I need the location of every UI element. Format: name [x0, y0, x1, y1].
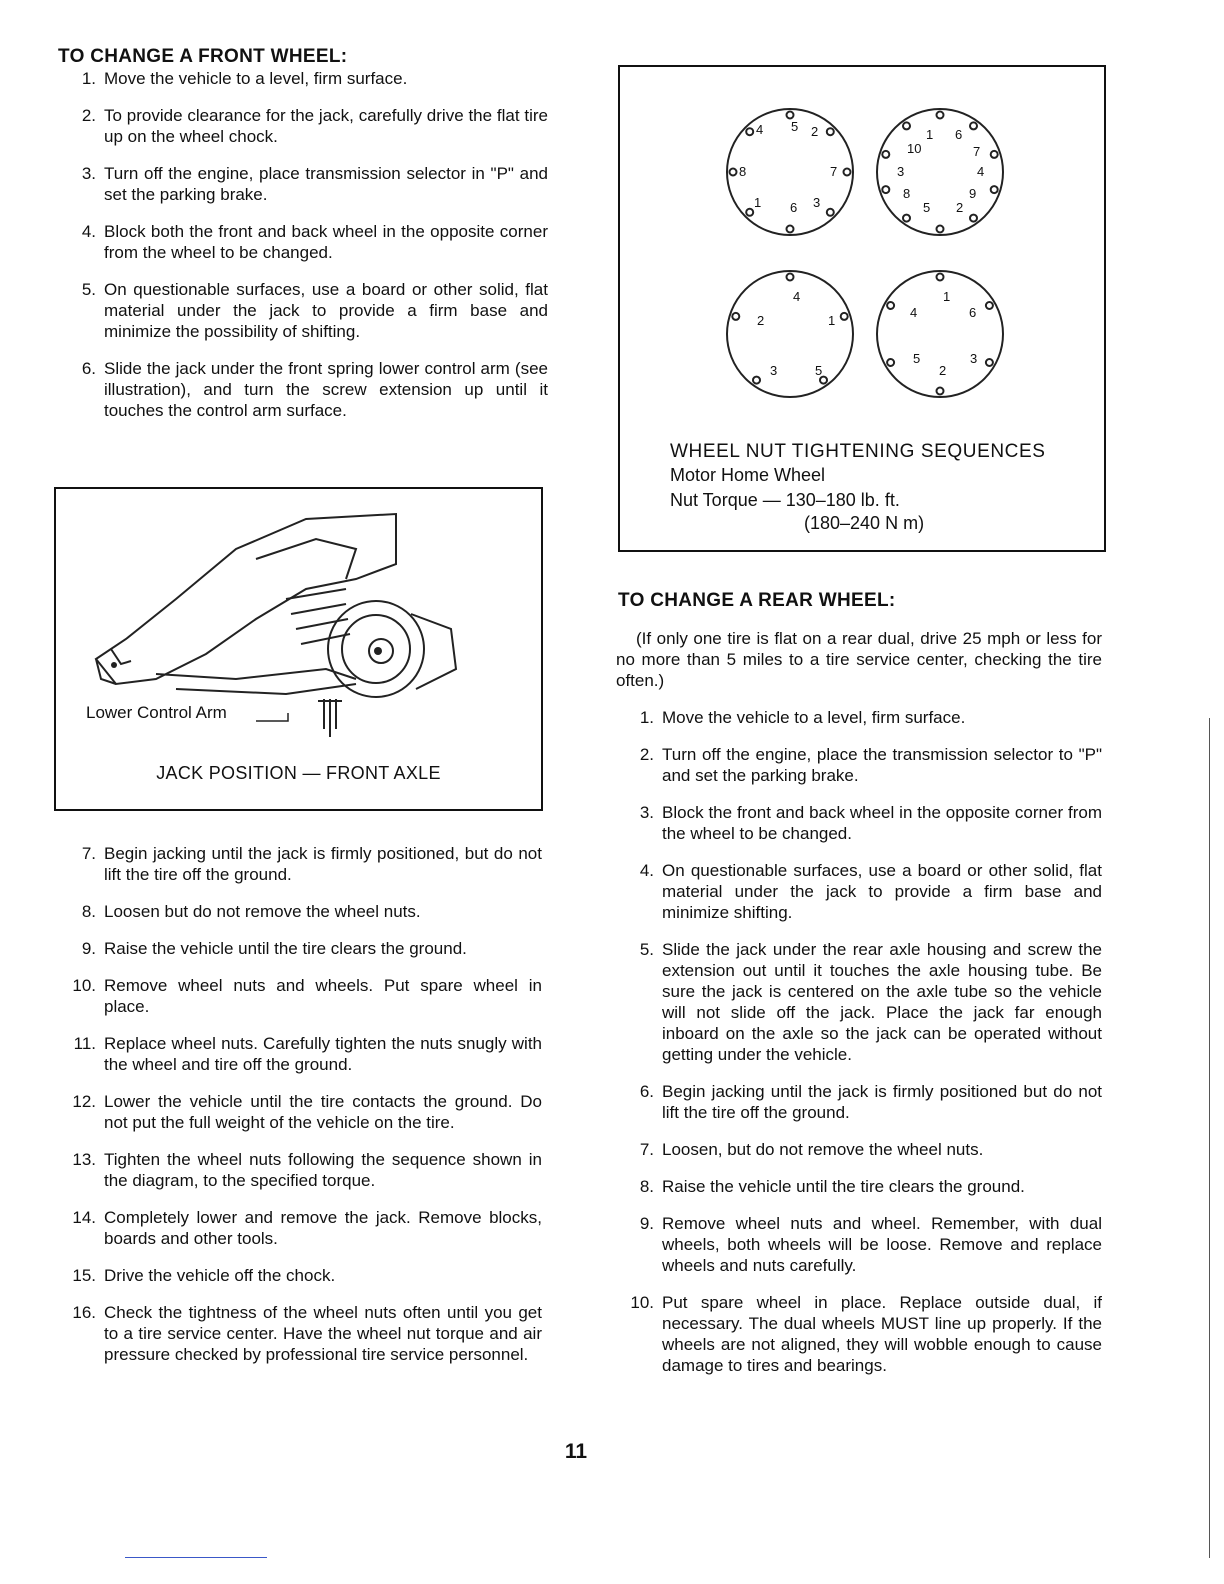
nut-number: 7 — [973, 144, 981, 159]
front-steps-section-b — [58, 843, 542, 1381]
list-item: 16. Check the tightness of the wheel nuts often until you get to a tire service center. Have the wheel nut torque and air pressure checked by professional tire service personnel. — [72, 1303, 542, 1364]
lug-nut-icon — [882, 186, 889, 193]
nut-number: 8 — [739, 164, 747, 179]
lug-nut-icon — [970, 215, 977, 222]
lug-nut-icon — [787, 226, 794, 233]
page-number: 11 — [564, 1440, 588, 1463]
jack-position-figure — [54, 487, 543, 811]
list-item: 11. Replace wheel nuts. Carefully tighten the nuts snugly with the wheel and tire off the ground. — [73, 1034, 542, 1074]
list-item: 10. Put spare wheel in place. Replace outside dual, if necessary. The dual wheels MUST line up properly. If the wheels are not aligned, they will wobble enough to cause damage to tires and bearings. — [630, 1293, 1102, 1375]
nut-number: 6 — [790, 200, 798, 215]
front-wheel-section — [58, 46, 548, 437]
nut-number: 4 — [977, 164, 985, 179]
lug-nut-icon — [787, 274, 794, 281]
rear-steps-list — [616, 707, 1102, 1376]
nut-number: 4 — [910, 305, 918, 320]
list-item: 3. Turn off the engine, place transmission selector in "P" and set the parking brake. — [81, 164, 548, 204]
tightening-sequence-diagrams — [620, 67, 1104, 427]
list-item: 3. Block the front and back wheel in the opposite corner from the wheel to be changed. — [639, 803, 1102, 843]
list-item: 2. To provide clearance for the jack, carefully drive the flat tire up on the wheel chock. — [81, 106, 548, 146]
list-item: 13. Tighten the wheel nuts following the sequence shown in the diagram, to the specified torque. — [72, 1150, 542, 1190]
list-item: 7. Begin jacking until the jack is firmly positioned, but do not lift the tire off the ground. — [81, 844, 542, 884]
lug-nut-icon — [937, 226, 944, 233]
lug-nut-icon — [730, 169, 737, 176]
nut-number: 2 — [956, 200, 964, 215]
lug-nut-icon — [746, 209, 753, 216]
list-item: 5. Slide the jack under the rear axle housing and screw the extension out until it touches the axle housing tube. Be sure the jack is centered on the axle tube so the vehicle will not slide off the jack. Place the jack far enough inboard on the axle so the jack can be operated without getting under the vehicle. — [639, 940, 1102, 1064]
nut-number: 8 — [903, 186, 911, 201]
rear-steps-section — [616, 707, 1102, 1392]
lug-nut-icon — [903, 215, 910, 222]
nut-number: 5 — [815, 363, 823, 378]
nut-number: 5 — [791, 119, 799, 134]
sequence-title: WHEEL NUT TIGHTENING SEQUENCES — [670, 441, 1046, 462]
scan-rule — [125, 1557, 267, 1558]
lug-nut-icon — [746, 128, 753, 135]
nut-number: 1 — [926, 127, 934, 142]
lug-nut-icon — [937, 112, 944, 119]
front-wheel-heading: TO CHANGE A FRONT WHEEL: — [58, 46, 348, 67]
scan-edge — [1209, 718, 1210, 1558]
list-item: 1. Move the vehicle to a level, firm surface. — [81, 69, 408, 88]
lug-nut-icon — [844, 169, 851, 176]
nut-number: 3 — [970, 351, 978, 366]
lower-control-arm-label: Lower Control Arm — [86, 703, 227, 722]
list-item: 9. Remove wheel nuts and wheel. Remember, with dual wheels, both wheels will be loose. Remove and replace wheels and nuts carefully. — [639, 1214, 1102, 1275]
nut-number: 2 — [811, 124, 819, 139]
nut-number: 3 — [770, 363, 778, 378]
nut-number: 1 — [943, 289, 951, 304]
list-item: 6. Slide the jack under the front spring lower control arm (see illustration), and turn the screw extension up until it touches the control arm surface. — [81, 359, 548, 420]
motor-home-wheel-text: Motor Home Wheel — [670, 465, 826, 485]
list-item: 1. Move the vehicle to a level, firm surface. — [639, 708, 966, 727]
lug-nut-icon — [986, 302, 993, 309]
nut-number: 6 — [955, 127, 963, 142]
lug-nut-icon — [882, 151, 889, 158]
nut-number: 4 — [793, 289, 801, 304]
nut-number: 5 — [913, 351, 921, 366]
list-item: 4. On questionable surfaces, use a board or other solid, flat material under the jack to provide a firm base and minimize shifting. — [639, 861, 1102, 922]
list-item: 12. Lower the vehicle until the tire contacts the ground. Do not put the full weight of the vehicle on the tire. — [72, 1092, 542, 1132]
lug-nut-icon — [937, 274, 944, 281]
nut-number: 3 — [897, 164, 905, 179]
rear-wheel-heading: TO CHANGE A REAR WHEEL: — [618, 590, 896, 611]
front-steps-list-a — [58, 68, 548, 421]
rear-wheel-intro: (If only one tire is flat on a rear dual, drive 25 mph or less for no more than 5 miles to a tire service center, checking the tire often.) — [616, 629, 1102, 690]
list-item: 6. Begin jacking until the jack is firmly positioned but do not lift the tire off the ground. — [639, 1082, 1102, 1122]
list-item: 15. Drive the vehicle off the chock. — [72, 1266, 336, 1285]
nut-number: 4 — [756, 122, 764, 137]
list-item: 7. Loosen, but do not remove the wheel nuts. — [639, 1140, 984, 1159]
lug-nut-icon — [827, 209, 834, 216]
list-item: 8. Loosen but do not remove the wheel nuts. — [81, 902, 421, 921]
list-item: 2. Turn off the engine, place the transmission selector to "P" and set the parking brake. — [639, 745, 1102, 785]
lug-nut-icon — [787, 112, 794, 119]
wheel-nut-sequence-figure — [618, 65, 1106, 552]
nut-number: 9 — [969, 186, 977, 201]
lug-nut-icon — [732, 313, 739, 320]
lug-nut-icon — [903, 122, 910, 129]
nut-number: 10 — [907, 141, 922, 156]
lug-nut-icon — [753, 377, 760, 384]
front-suspension-illustration — [56, 489, 541, 809]
nut-number: 6 — [969, 305, 977, 320]
nut-torque-metric-text: (180–240 N m) — [804, 513, 925, 533]
nut-number: 1 — [754, 195, 762, 210]
list-item: 14. Completely lower and remove the jack. Remove blocks, boards and other tools. — [72, 1208, 542, 1248]
nut-number: 1 — [828, 313, 836, 328]
lug-nut-icon — [887, 302, 894, 309]
lug-nut-icon — [841, 313, 848, 320]
lug-nut-icon — [986, 359, 993, 366]
lug-nut-icon — [827, 128, 834, 135]
nut-number: 7 — [830, 164, 838, 179]
lug-nut-icon — [970, 122, 977, 129]
list-item: 4. Block both the front and back wheel in the opposite corner from the wheel to be changed. — [81, 222, 548, 262]
list-item: 9. Raise the vehicle until the tire clears the ground. — [81, 939, 467, 958]
jack-position-caption: JACK POSITION — FRONT AXLE — [156, 763, 441, 783]
lug-nut-icon — [887, 359, 894, 366]
list-item: 8. Raise the vehicle until the tire clears the ground. — [639, 1177, 1025, 1196]
lug-nut-icon — [991, 151, 998, 158]
lug-nut-icon — [937, 388, 944, 395]
lug-nut-icon — [991, 186, 998, 193]
nut-number: 3 — [813, 195, 821, 210]
list-item: 5. On questionable surfaces, use a board or other solid, flat material under the jack to provide a firm base and minimize the possibility of shifting. — [81, 280, 548, 341]
front-steps-list-b — [58, 843, 542, 1365]
nut-torque-text: Nut Torque — 130–180 lb. ft. — [670, 490, 900, 510]
nut-number: 2 — [757, 313, 765, 328]
list-item: 10. Remove wheel nuts and wheels. Put spare wheel in place. — [72, 976, 542, 1016]
nut-number: 2 — [939, 363, 947, 378]
nut-number: 5 — [923, 200, 931, 215]
